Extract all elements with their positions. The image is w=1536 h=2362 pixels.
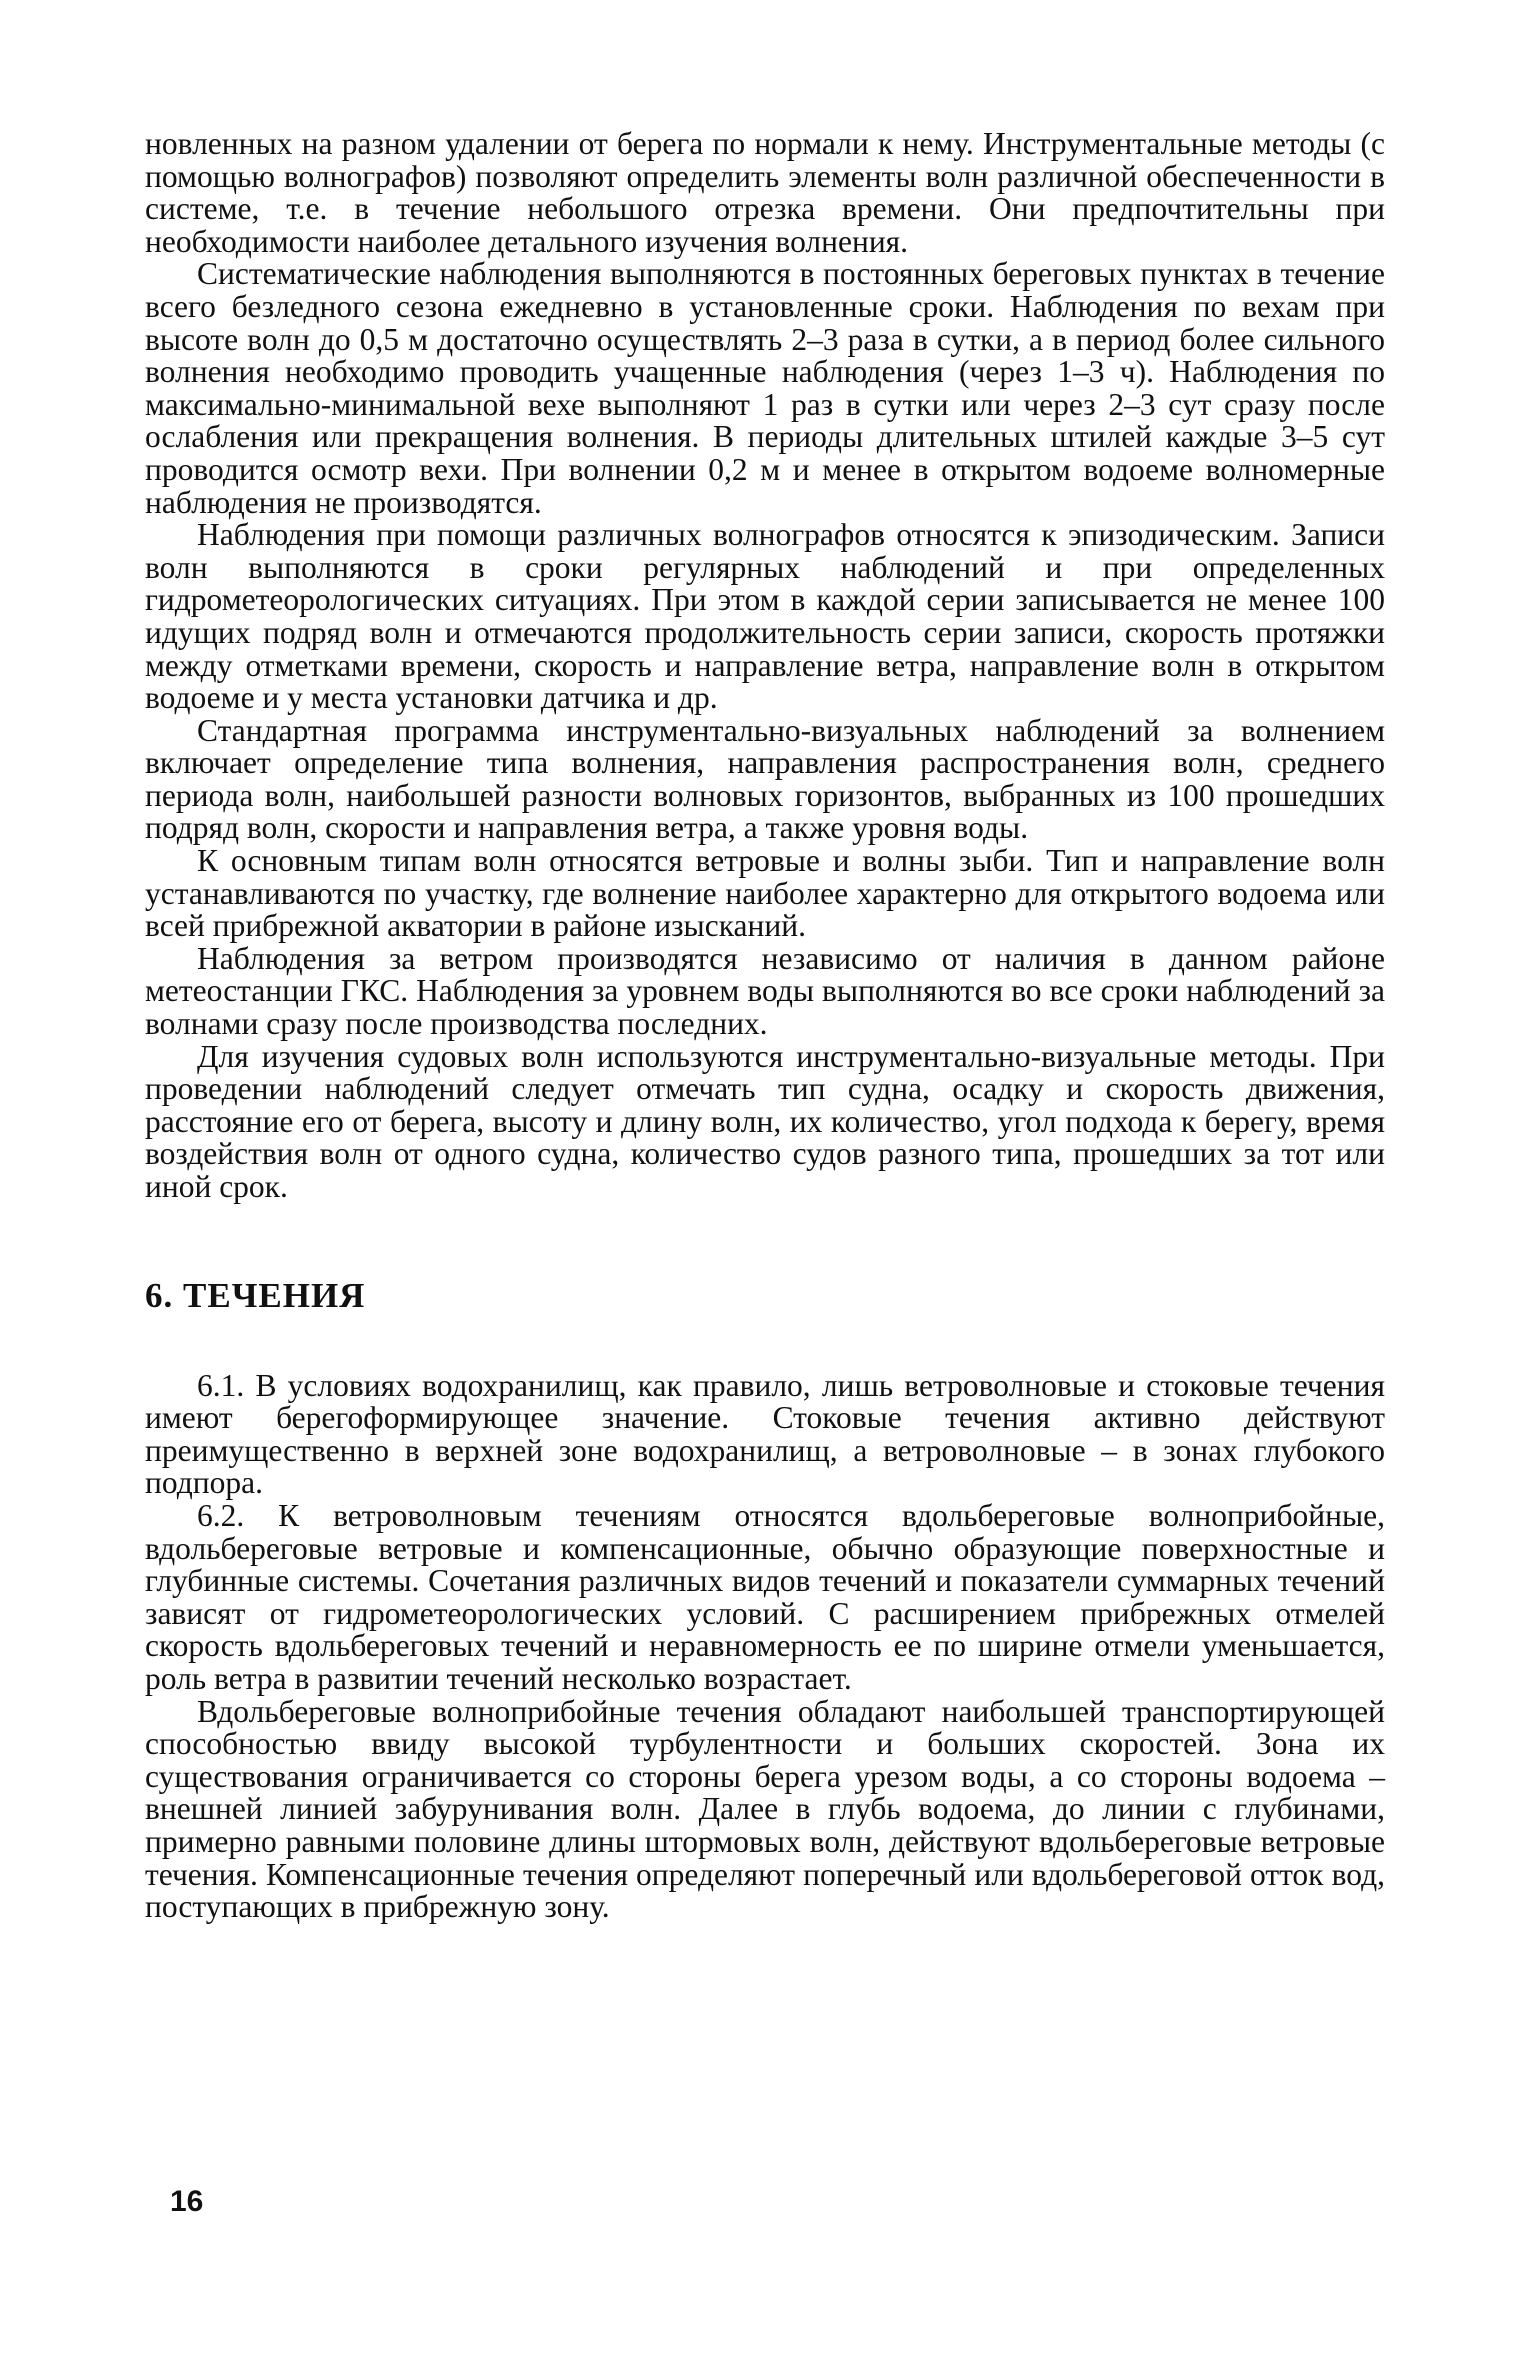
paragraph: Наблюдения за ветром производятся независимо от наличия в данном районе метеостанции ГКС. Наблюдения за уровнем воды выполняются во все сроки наблюдений за волнами сразу после производства последних. xyxy=(145,940,1385,1042)
paragraph: новленных на разном удалении от берега по нормали к нему. Инструментальные методы (с помощью волнографов) позволяют определить элементы волн различной обеспеченности в системе, т.е. в течение небольшого отрезка времени. Они предпочтительны при необходимости наиболее детального изучения волнения. xyxy=(145,126,1385,259)
paragraph: Стандартная программа инструментально-визуальных наблюдений за волнением включает определение типа волнения, направления распространения волн, среднего периода волн, наибольшей разности волновых горизонтов, выбранных из 100 прошедших подряд волн, скорости и направления ветра, а также уровня воды. xyxy=(145,712,1385,846)
paragraph: К основным типам волн относятся ветровые и волны зыби. Тип и направление волн устанавливаются по участку, где волнение наиболее характерно для открытого водоема или всей прибрежной акватории в районе изысканий. xyxy=(145,843,1385,944)
section-heading: 6. ТЕЧЕНИЯ xyxy=(145,1275,366,1315)
paragraph: 6.2. К ветроволновым течениям относятся вдольбереговые волноприбойные, вдольбереговые ветровые и компенсационные, обычно образующие поверхностные и глубинные системы. Сочетания различных видов течений и показатели суммарных течений зависят от гидрометеорологических условий. С расширением прибрежных отмелей скорость вдольбереговых течений и неравномерность ее по ширине отмели уменьшается, роль ветра в развитии течений несколько возрастает. xyxy=(145,1497,1385,1696)
paragraph: Вдольбереговые волноприбойные течения обладают наибольшей транспортирующей способностью ввиду высокой турбулентности и больших скоростей. Зона их существования ограничивается со стороны берега урезом воды, а со стороны водоема – внешней линией забурунивания волн. Далее в глубь водоема, до линии с глубинами, примерно равными половине длины штормовых волн, действуют вдольбереговые ветровые течения. Компенсационные течения определяют поперечный или вдольбереговой отток вод, поступающих в прибрежную зону. xyxy=(145,1693,1385,1925)
page-number: 16 xyxy=(170,2185,204,2218)
body-text xyxy=(145,128,1385,1924)
paragraph: Систематические наблюдения выполняются в постоянных береговых пунктах в течение всего безледного сезона ежедневно в установленные сроки. Наблюдения по вехам при высоте волн до 0,5 м достаточно осуществлять 2–3 раза в сутки, а в период более сильного волнения необходимо проводить учащенные наблюдения (через 1–3 ч). Наблюдения по максимально-минимальной вехе выполняют 1 раз в сутки или через 2–3 сут сразу после ослабления или прекращения волнения. В периоды длительных штилей каждые 3–5 сут проводится осмотр вехи. При волнении 0,2 м и менее в открытом водоеме волномерные наблюдения не производятся. xyxy=(145,256,1385,520)
paragraph: Наблюдения при помощи различных волнографов относятся к эпизодическим. Записи волн выполняются в сроки регулярных наблюдений и при определенных гидрометеорологических ситуациях. При этом в каждой серии записывается не менее 100 идущих подряд волн и отмечаются продолжительность серии записи, скорость протяжки между отметками времени, скорость и направление ветра, направление волн в открытом водоеме и у места установки датчика и др. xyxy=(145,517,1385,716)
paragraph: 6.1. В условиях водохранилищ, как правило, лишь ветроволновые и стоковые течения имеют берегоформирующее значение. Стоковые течения активно действуют преимущественно в верхней зоне водохранилищ, а ветроволновые – в зонах глубокого подпора. xyxy=(145,1367,1385,1501)
paragraph: Для изучения судовых волн используются инструментально-визуальные методы. При проведении наблюдений следует отмечать тип судна, осадку и скорость движения, расстояние его от берега, высоту и длину волн, их количество, угол подхода к берегу, время воздействия волн от одного судна, количество судов разного типа, прошедших за тот или иной срок. xyxy=(145,1038,1385,1204)
